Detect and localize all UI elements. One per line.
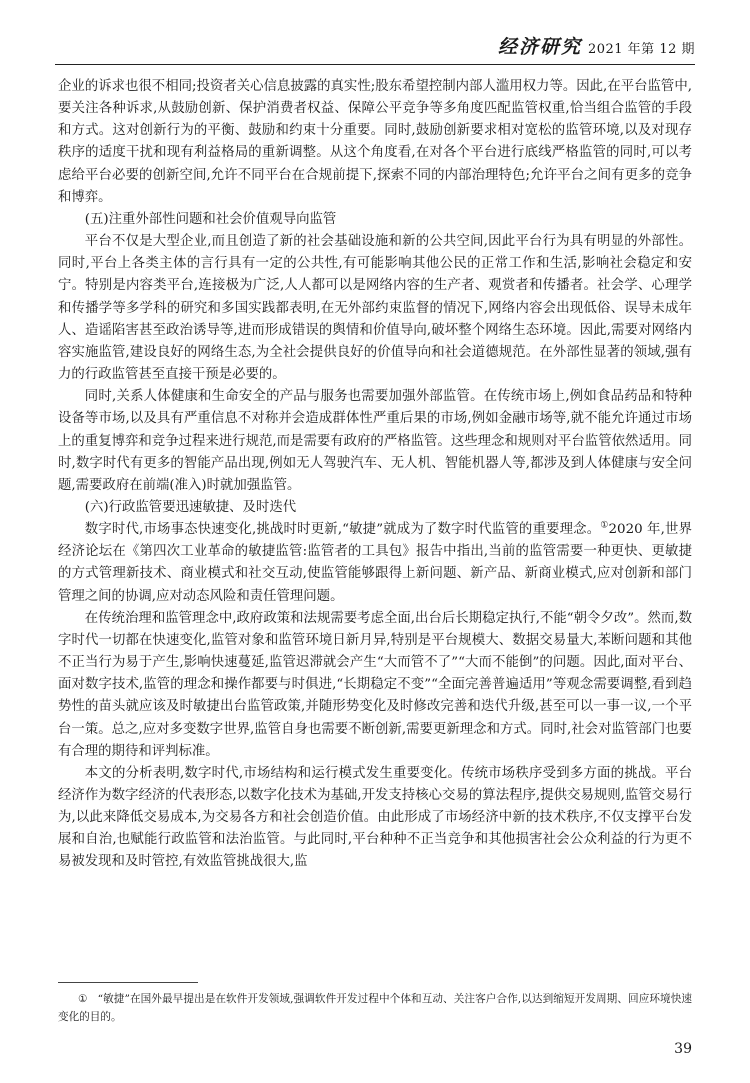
paragraph	[58, 519, 692, 608]
section-heading: (五)注重外部性问题和社会价值观导向监管	[84, 211, 337, 227]
paragraph: 企业的诉求也很不相同;投资者关心信息披露的真实性;股东希望控制内部人滥用权力等。因此,在平台监管中,要关注各种诉求,从鼓励创新、保护消费者权益、保障公平竞争等多角度匹配监管权重,恰当组合监管的手段和方式。这对创新行为的平衡、鼓励和约束十分重要。同时,鼓励创新要求相对宽松的监管环境,以及对现存秩序的适度干扰和现有利益格局的重新调整。从这个角度看,在对各个平台进行底线严格监管的同时,可以考虑给平台必要的创新空间,允许不同平台在合规前提下,探索不同的内部治理特色;允许平台之间有更多的竞争和博弈。	[58, 79, 692, 205]
section-heading: (六)行政监管要迅速敏捷、及时迭代	[84, 499, 297, 515]
paragraph: 本文的分析表明,数字时代,市场结构和运行模式发生重要变化。传统市场秩序受到多方面的挑战。平台经济作为数字经济的代表形态,以数字化技术为基础,开发支持核心交易的算法程序,提供交易规则,监管交易行为,以此来降低交易成本,为交易各方和社会创造价值。由此形成了市场经济中新的技术秩序,不仅支撑平台发展和自治,也赋能行政监管和法治监管。与此同时,平台种种不正当竞争和其他损害社会公众利益的行为更不易被发现和及时管控,有效监管挑战很大,监	[58, 765, 692, 870]
running-header	[55, 30, 695, 65]
footnote-reference[interactable]: ①	[600, 520, 609, 531]
paragraph-text: 2020 年,世界经济论坛在《第四次工业革命的敏捷监管:监管者的工具包》报告中指出,当前的监管需要一种更快、更敏捷的方式管理新技术、商业模式和社交互动,使监管能够跟得上新问题、新产品、新商业模式,应对创新和部门管理之间的协调,应对动态风险和责任管理问题。	[58, 522, 692, 604]
footnote-divider	[58, 982, 198, 983]
paragraph-text: 数字时代,市场事态快速变化,挑战时时更新,“敏捷”就成为了数字时代监管的重要理念。	[84, 522, 601, 538]
issue-label: 2021 年第 12 期	[587, 42, 695, 57]
article-body	[58, 76, 692, 874]
journal-issue	[498, 32, 695, 59]
footnote-text: “敏捷”在国外最早提出是在软件开发领域,强调软件开发过程中个体和互动、关注客户合作,以达到缩短开发周期、回应环境快速变化的目的。	[58, 993, 693, 1023]
paragraph: 平台不仅是大型企业,而且创造了新的社会基础设施和新的公共空间,因此平台行为具有明显的外部性。同时,平台上各类主体的言行具有一定的公共性,有可能影响其他公民的正常工作和生活,影响社会稳定和安宁。特别是内容类平台,连接极为广泛,人人都可以是网络内容的生产者、观赏者和传播者。社会学、心理学和传播学等多学科的研究和多国实践都表明,在无外部约束监督的情况下,网络内容会出现低俗、误导未成年人、造谣陷害甚至政治诱导等,进而形成错误的舆情和价值导向,破坏整个网络生态环境。因此,需要对网络内容实施监管,建设良好的网络生态,为全社会提供良好的价值导向和社会道德规范。在外部性显著的领域,强有力的行政监管甚至直接干预是必要的。	[58, 234, 692, 383]
footnote-mark: ①	[78, 993, 88, 1005]
page-number: 39	[674, 1041, 692, 1057]
paragraph: 同时,关系人体健康和生命安全的产品与服务也需要加强外部监管。在传统市场上,例如食品药品和特种设备等市场,以及具有严重信息不对称并会造成群体性严重后果的市场,例如金融市场等,就不能允许通过市场上的重复博弈和竞争过程来进行规范,而是需要有政府的严格监管。这些理念和规则对平台监管依然适用。同时,数字时代有更多的智能产品出现,例如无人驾驶汽车、无人机、智能机器人等,都涉及到人体健康与安全问题,需要政府在前端(准入)时就加强监管。	[58, 389, 692, 493]
journal-logo: 经济研究	[497, 36, 582, 58]
paragraph: 在传统治理和监管理念中,政府政策和法规需要考虑全面,出台后长期稳定执行,不能“朝令夕改”。然而,数字时代一切都在快速变化,监管对象和监管环境日新月异,特别是平台规模大、数据交易量大,苯断问题和其他不正当行为易于产生,影响快速蔓延,监管迟滞就会产生“大而管不了”“大而不能倒”的问题。因此,面对平台、面对数字技术,监管的理念和操作都要与时俱进,“长期稳定不变”“全面完善普遍适用”等观念需要调整,看到趋势性的苗头就应该及时敏捷出台监管政策,并随形势变化及时修改完善和迭代升级,甚至可以一事一议,一个平台一策。总之,应对多变数字世界,监管自身也需要不断创新,需要更新理念和方式。同时,社会对监管部门也要有合理的期待和评判标准。	[58, 610, 692, 759]
footnote	[58, 990, 692, 1026]
